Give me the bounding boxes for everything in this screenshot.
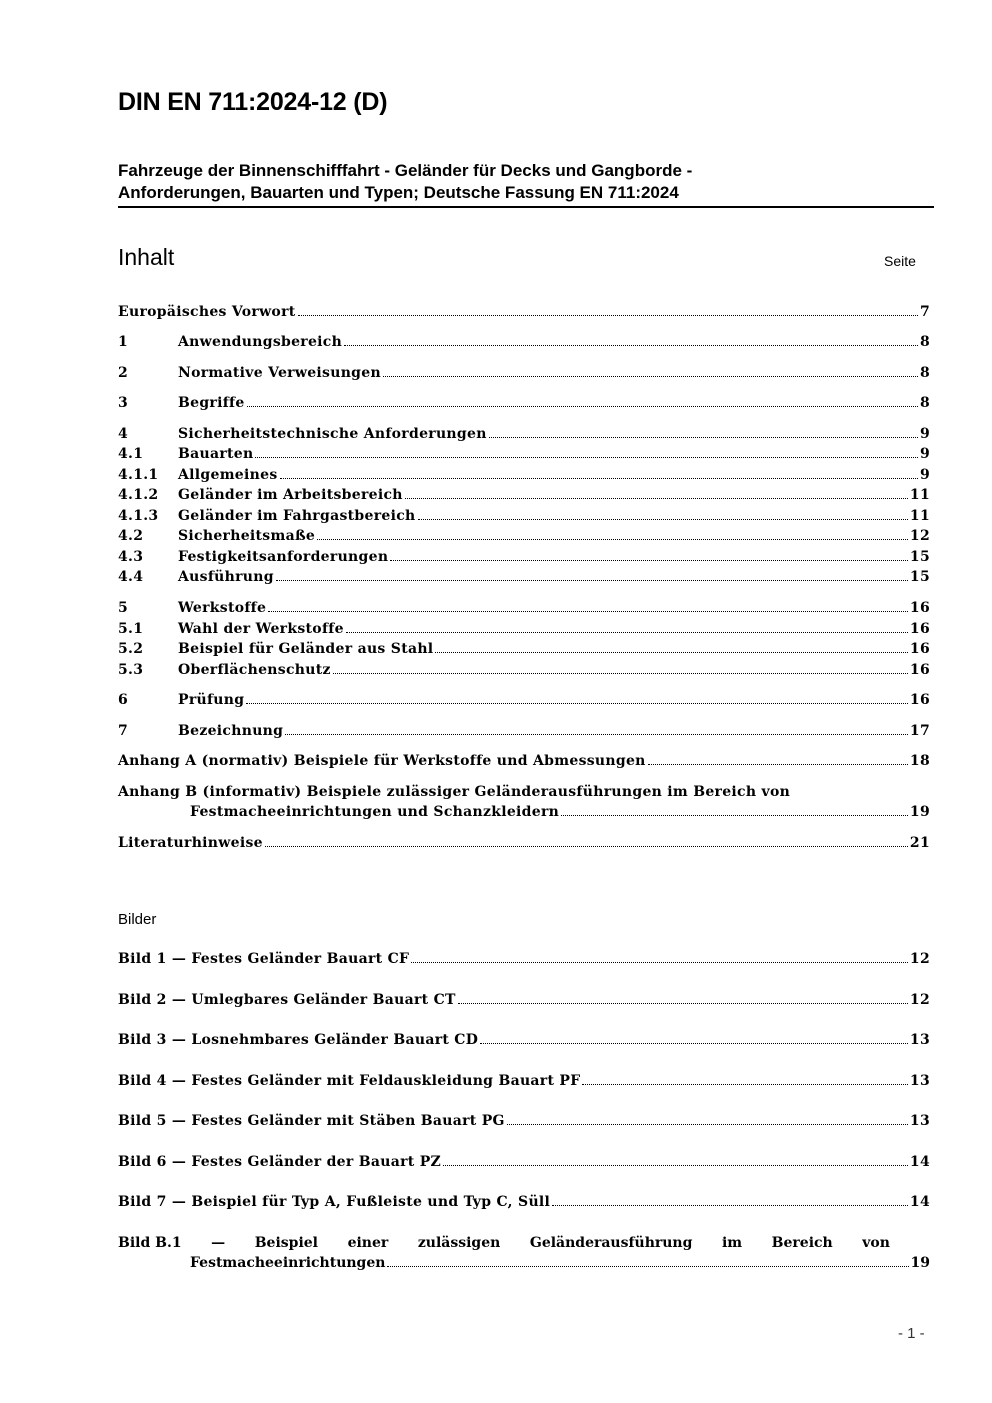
b1-word: — bbox=[211, 1235, 226, 1251]
toc-leader bbox=[280, 478, 918, 479]
toc-leader bbox=[435, 652, 907, 653]
figure-entry-page: 14 bbox=[909, 1194, 930, 1210]
toc-entry-text: Ausführung bbox=[178, 569, 274, 585]
toc-entry[interactable] bbox=[118, 302, 930, 322]
toc-entry-page: 8 bbox=[919, 365, 930, 381]
toc-entry-text: Festigkeitsanforderungen bbox=[178, 549, 389, 565]
figure-entry-page: 14 bbox=[909, 1154, 930, 1170]
toc-entry-number: 5.2 bbox=[118, 641, 144, 657]
toc-entry-number: 7 bbox=[118, 723, 129, 739]
toc-entry-page: 15 bbox=[909, 569, 930, 585]
figure-entry[interactable] bbox=[118, 1071, 930, 1091]
toc-entry-page: 11 bbox=[909, 508, 930, 524]
toc-entry-text: Beispiel für Geländer aus Stahl bbox=[178, 641, 434, 657]
b1-word: Bild B.1 bbox=[118, 1235, 182, 1251]
figure-entry-text: Bild 1 — Festes Geländer Bauart CF bbox=[118, 951, 410, 967]
subtitle-line-1: Fahrzeuge der Binnenschifffahrt - Geländer für Decks und Gangborde - bbox=[118, 161, 693, 180]
toc-leader bbox=[489, 437, 918, 438]
toc-leader bbox=[582, 1084, 907, 1085]
toc-entry-text: Anhang A (normativ) Beispiele für Werkstoffe und Abmessungen bbox=[118, 753, 646, 769]
toc-leader bbox=[265, 846, 908, 847]
toc-entry[interactable] bbox=[118, 526, 930, 546]
toc-leader bbox=[480, 1043, 908, 1044]
figure-entry-b1-line-2 bbox=[118, 1253, 930, 1273]
document-subtitle bbox=[118, 160, 934, 208]
toc-leader bbox=[458, 1003, 908, 1004]
toc-entry-page: 18 bbox=[909, 753, 930, 769]
figure-entry-b1-line-1 bbox=[118, 1233, 890, 1253]
toc-entry-annex-b[interactable] bbox=[118, 782, 930, 822]
toc-leader bbox=[246, 703, 908, 704]
subtitle-line-2: Anforderungen, Bauarten und Typen; Deutsche Fassung EN 711:2024 bbox=[118, 183, 679, 202]
toc-leader bbox=[298, 315, 918, 316]
toc-entry-number: 4 bbox=[118, 426, 129, 442]
figure-entry[interactable] bbox=[118, 1111, 930, 1131]
toc-entry-text: Prüfung bbox=[178, 692, 245, 708]
toc-entry-text: Allgemeines bbox=[178, 467, 278, 483]
figure-entry-text: Bild 6 — Festes Geländer der Bauart PZ bbox=[118, 1154, 442, 1170]
toc-leader bbox=[507, 1124, 908, 1125]
toc-entry[interactable] bbox=[118, 363, 930, 383]
figure-entry-text: Festmacheeinrichtungen bbox=[190, 1255, 386, 1271]
toc-entry-page: 16 bbox=[909, 621, 930, 637]
document-title: DIN EN 711:2024-12 (D) bbox=[118, 88, 388, 116]
toc-entry-text: Anwendungsbereich bbox=[178, 334, 343, 350]
toc-entry-number: 2 bbox=[118, 365, 129, 381]
toc-entry[interactable] bbox=[118, 639, 930, 659]
toc-entry-page: 12 bbox=[909, 528, 930, 544]
figure-entry-page: 12 bbox=[909, 992, 930, 1008]
toc-entry-page: 16 bbox=[909, 641, 930, 657]
toc-page-label: Seite bbox=[884, 253, 916, 269]
toc-entry-number: 5.3 bbox=[118, 662, 144, 678]
toc-entry-number: 4.1.3 bbox=[118, 508, 159, 524]
toc-entry-number: 4.1.2 bbox=[118, 487, 159, 503]
toc-entry-text: Werkstoffe bbox=[178, 600, 267, 616]
toc-leader bbox=[390, 560, 908, 561]
figure-entry-page: 13 bbox=[909, 1113, 930, 1129]
toc-entry[interactable] bbox=[118, 393, 930, 413]
toc-entry[interactable] bbox=[118, 547, 930, 567]
toc-entry-bibliography[interactable] bbox=[118, 833, 930, 853]
toc-entry-text: Europäisches Vorwort bbox=[118, 304, 296, 320]
toc-leader bbox=[387, 1266, 908, 1267]
figure-entry-text: Bild 3 — Losnehmbares Geländer Bauart CD bbox=[118, 1032, 479, 1048]
toc-leader bbox=[552, 1205, 908, 1206]
b1-word: von bbox=[862, 1235, 890, 1251]
figure-entry-text: Bild 4 — Festes Geländer mit Feldauskleidung Bauart PF bbox=[118, 1073, 581, 1089]
toc-entry-page: 17 bbox=[909, 723, 930, 739]
toc-entry[interactable] bbox=[118, 721, 930, 741]
toc-leader bbox=[333, 673, 908, 674]
toc-entry[interactable] bbox=[118, 619, 930, 639]
figure-entry-text: Bild 7 — Beispiel für Typ A, Fußleiste und Typ C, Süll bbox=[118, 1194, 551, 1210]
toc-leader bbox=[561, 815, 908, 816]
toc-entry-page: 7 bbox=[919, 304, 930, 320]
toc-leader bbox=[346, 632, 908, 633]
toc-heading: Inhalt bbox=[118, 244, 175, 270]
toc-entry-text: Oberflächenschutz bbox=[178, 662, 331, 678]
toc-entry[interactable] bbox=[118, 444, 930, 464]
toc-leader bbox=[418, 519, 908, 520]
toc-entry[interactable] bbox=[118, 485, 930, 505]
toc-entry-number: 4.4 bbox=[118, 569, 144, 585]
toc-leader bbox=[268, 611, 908, 612]
figure-entry[interactable] bbox=[118, 1152, 930, 1172]
toc-entry-text-line-1: Anhang B (informativ) Beispiele zulässiger Geländerausführungen im Bereich von bbox=[118, 784, 791, 800]
figures-heading: Bilder bbox=[118, 911, 157, 928]
toc-leader bbox=[317, 539, 908, 540]
toc-entry[interactable] bbox=[118, 506, 930, 526]
toc-leader bbox=[344, 345, 918, 346]
toc-entry-text: Sicherheitstechnische Anforderungen bbox=[178, 426, 487, 442]
toc-entry-page: 15 bbox=[909, 549, 930, 565]
figure-entry-page: 12 bbox=[909, 951, 930, 967]
figure-entry[interactable] bbox=[118, 949, 930, 969]
toc-entry-page: 11 bbox=[909, 487, 930, 503]
toc-entry-number: 6 bbox=[118, 692, 129, 708]
toc-entry-number: 4.1 bbox=[118, 446, 144, 462]
toc-entry-text: Begriffe bbox=[178, 395, 245, 411]
toc-entry-page: 16 bbox=[909, 692, 930, 708]
figure-entry-b1[interactable] bbox=[118, 1233, 930, 1273]
toc-entry-page: 16 bbox=[909, 662, 930, 678]
toc-entry-text: Bezeichnung bbox=[178, 723, 284, 739]
toc-leader bbox=[411, 962, 908, 963]
toc-leader bbox=[383, 376, 918, 377]
toc-entry-page: 8 bbox=[919, 334, 930, 350]
toc-entry-number: 3 bbox=[118, 395, 129, 411]
toc-entry-text: Normative Verweisungen bbox=[178, 365, 381, 381]
toc-entry-page: 9 bbox=[919, 467, 930, 483]
b1-word: Beispiel bbox=[254, 1235, 318, 1251]
figure-entry-page: 13 bbox=[909, 1073, 930, 1089]
toc-entry-page: 21 bbox=[909, 835, 930, 851]
toc-entry-text-line-2: Festmacheeinrichtungen und Schanzkleidern bbox=[190, 804, 560, 820]
toc-entry-text: Sicherheitsmaße bbox=[178, 528, 316, 544]
toc-entry-text: Wahl der Werkstoffe bbox=[178, 621, 344, 637]
toc-entry-number: 4.3 bbox=[118, 549, 144, 565]
toc-entry[interactable] bbox=[118, 567, 930, 587]
toc-entry-text: Geländer im Fahrgastbereich bbox=[178, 508, 416, 524]
toc-entry[interactable] bbox=[118, 598, 930, 618]
toc-entry-text: Literaturhinweise bbox=[118, 835, 263, 851]
toc-entry-number: 4.1.1 bbox=[118, 467, 159, 483]
toc-entry-page: 19 bbox=[909, 804, 930, 820]
toc-entry-page: 16 bbox=[909, 600, 930, 616]
toc-leader bbox=[405, 498, 908, 499]
toc-entry-number: 4.2 bbox=[118, 528, 144, 544]
page-number: - 1 - bbox=[898, 1325, 925, 1342]
figure-entry-page: 13 bbox=[909, 1032, 930, 1048]
toc-entry[interactable] bbox=[118, 465, 930, 485]
figure-entry-text: Bild 5 — Festes Geländer mit Stäben Bauart PG bbox=[118, 1113, 505, 1129]
b1-word: einer bbox=[347, 1235, 389, 1251]
figure-entry-text: Bild 2 — Umlegbares Geländer Bauart CT bbox=[118, 992, 456, 1008]
toc-entry[interactable] bbox=[118, 332, 930, 352]
toc-entry-annex-a[interactable] bbox=[118, 751, 930, 771]
toc-entry-number: 5.1 bbox=[118, 621, 144, 637]
toc-entry-number: 5 bbox=[118, 600, 129, 616]
toc-entry-text: Geländer im Arbeitsbereich bbox=[178, 487, 403, 503]
toc-entry[interactable] bbox=[118, 424, 930, 444]
toc-entry-page: 9 bbox=[919, 426, 930, 442]
figure-entry-page: 19 bbox=[910, 1255, 930, 1271]
toc-entry-text: Bauarten bbox=[178, 446, 254, 462]
b1-word: Geländerausführung bbox=[529, 1235, 693, 1251]
toc-entry[interactable] bbox=[118, 690, 930, 710]
toc-leader bbox=[648, 764, 908, 765]
figure-entry[interactable] bbox=[118, 990, 930, 1010]
toc-entry-number: 1 bbox=[118, 334, 129, 350]
toc-entry[interactable] bbox=[118, 660, 930, 680]
toc-leader bbox=[276, 580, 908, 581]
toc-leader bbox=[255, 457, 917, 458]
b1-word: Bereich bbox=[771, 1235, 833, 1251]
figure-entry[interactable] bbox=[118, 1192, 930, 1212]
toc-leader bbox=[285, 734, 908, 735]
b1-word: zulässigen bbox=[417, 1235, 501, 1251]
toc-leader bbox=[247, 406, 918, 407]
b1-word: im bbox=[721, 1235, 743, 1251]
toc-entry-page: 8 bbox=[919, 395, 930, 411]
toc-leader bbox=[443, 1165, 908, 1166]
figure-entry[interactable] bbox=[118, 1030, 930, 1050]
toc-entry-page: 9 bbox=[919, 446, 930, 462]
